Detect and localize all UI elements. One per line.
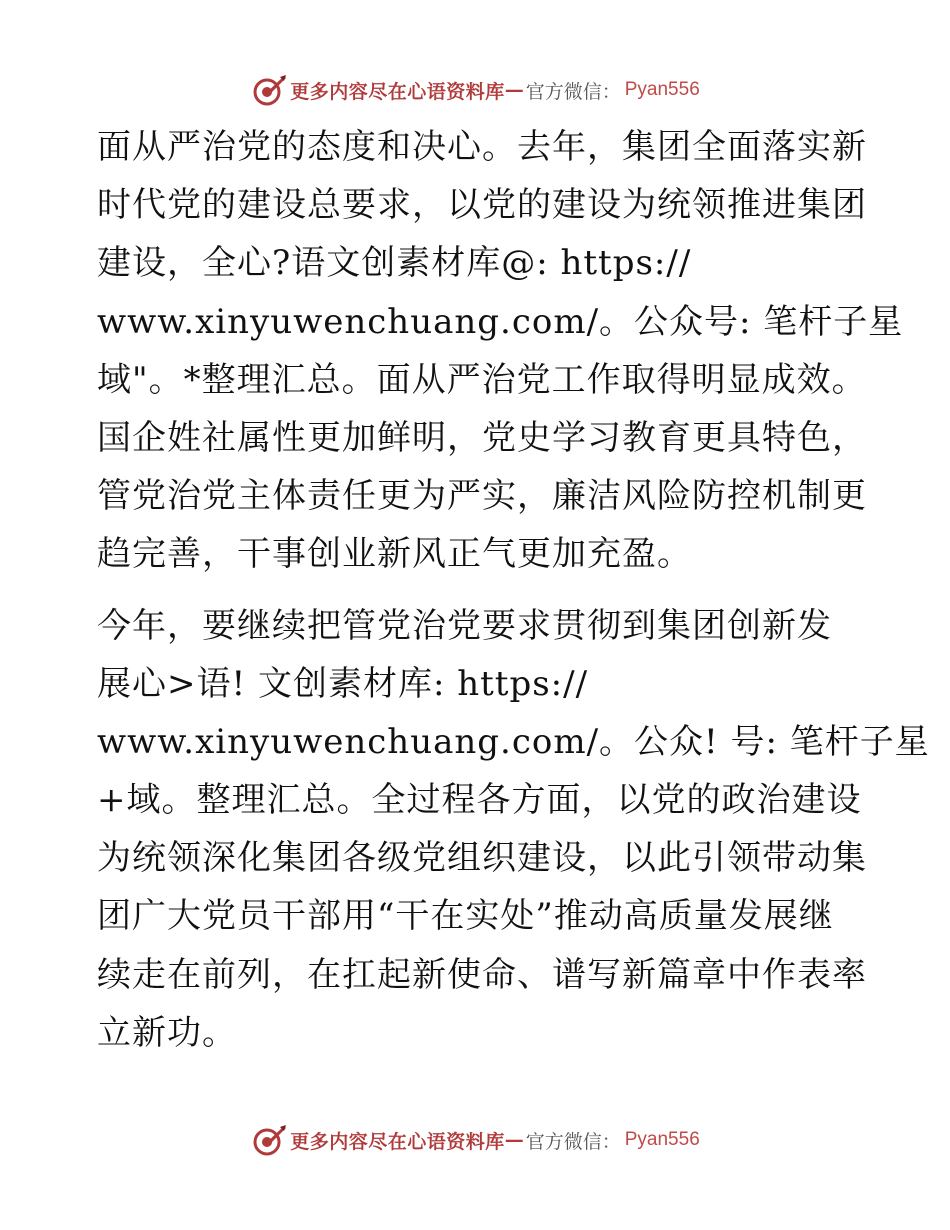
- text-line: 为统领深化集团各级党组织建设，以此引领带动集: [97, 838, 867, 879]
- text-line: 面从严治党的态度和决心。去年，集团全面落实新: [97, 127, 867, 167]
- header-brand-text: 更多内容尽在心语资料库: [290, 80, 505, 103]
- text-line: 今年，要继续把管党治党要求贯彻到集团创新发: [97, 605, 832, 646]
- text-line: www.xinyuwenchuang.com/。公众号: 笔杆子星: [97, 301, 904, 342]
- header-contact-label: 官方微信：: [525, 80, 621, 103]
- text-line: 域"。*整理汇总。面从严治党工作取得明显成效。: [97, 359, 867, 400]
- footer-contact-label: 官方微信：: [525, 1130, 621, 1153]
- text-line: 国企姓社属性更加鲜明，党史学习教育更具特色，: [97, 417, 867, 458]
- text-line: 团广大党员干部用“干在实处”推动高质量发展继: [97, 896, 834, 937]
- header-contact-id: Pyan556: [624, 79, 700, 100]
- footer-contact-id: Pyan556: [624, 1129, 700, 1150]
- text-line: 展心>语! 文创素材库: https://: [97, 663, 589, 704]
- text-line: +域。整理汇总。全过程各方面，以党的政治建设: [97, 780, 862, 821]
- footer-brand-text: 更多内容尽在心语资料库: [290, 1130, 505, 1153]
- footer-banner: [0, 1120, 950, 1160]
- text-line: 时代党的建设总要求，以党的建设为统领推进集团: [97, 185, 867, 226]
- header-dash: —: [504, 79, 524, 101]
- text-line: 趋完善，干事创业新风正气更加充盈。: [97, 534, 692, 575]
- quill-logo-icon: [250, 73, 288, 107]
- text-line: 管党治党主体责任更为严实，廉洁风险防控机制更: [97, 476, 867, 517]
- text-line: 建设，全心?语文创素材库@: https://: [97, 243, 692, 284]
- header-banner: [0, 70, 950, 110]
- document-body: [97, 118, 930, 1062]
- paragraph-1: [97, 118, 904, 584]
- footer-dash: —: [504, 1129, 524, 1151]
- text-line: 续走在前列，在扛起新使命、谱写新篇章中作表率: [97, 954, 867, 995]
- quill-logo-icon: [250, 1123, 288, 1157]
- paragraph-2: [97, 597, 930, 1063]
- text-line: 立新功。: [97, 1012, 237, 1053]
- text-line: www.xinyuwenchuang.com/。公众! 号: 笔杆子星: [97, 721, 930, 762]
